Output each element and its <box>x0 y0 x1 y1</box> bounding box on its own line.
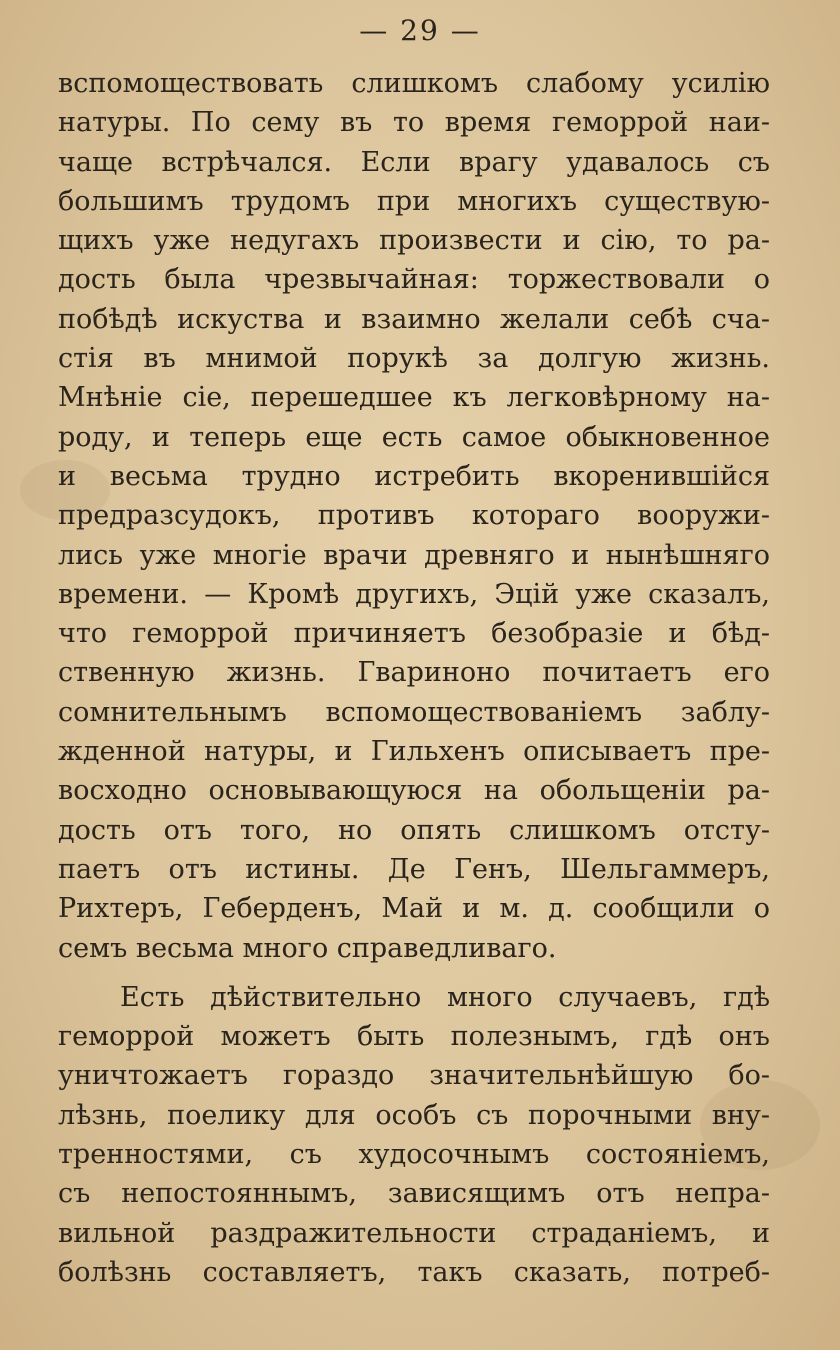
text-line: ственную жизнь. Гвариноно почитаетъ его <box>58 657 770 689</box>
text-line: дость была чрезвычайная: торжествовали о <box>58 264 770 296</box>
text-line: лѣзнь, поелику для особъ съ порочными вну- <box>58 1099 770 1131</box>
text-line: вильной раздражительности страданіемъ, и <box>58 1217 770 1249</box>
text-line: тренностями, съ худосочнымъ состояніемъ, <box>58 1139 770 1171</box>
text-line: уничтожаетъ гораздо значительнѣйшую бо- <box>58 1060 770 1092</box>
text-line: большимъ трудомъ при многихъ существую- <box>58 185 770 217</box>
text-line: Мнѣніе сіе, перешедшее къ легковѣрному на- <box>58 382 770 414</box>
text-line: вспомоществовать слишкомъ слабому усилію <box>58 68 770 99</box>
text-line: болѣзнь составляетъ, такъ сказать, потреб- <box>58 1256 770 1288</box>
text-line: лись уже многіе врачи древняго и нынѣшняго <box>58 539 770 571</box>
text-line: натуры. По сему въ то время геморрой наи- <box>58 107 770 139</box>
text-line: Есть дѣйствительно много случаевъ, гдѣ <box>120 981 770 1013</box>
text-line: времени. — Кромѣ другихъ, Эцій уже сказалъ, <box>58 578 770 610</box>
text-line: побѣдѣ искуства и взаимно желали себѣ сча- <box>58 303 770 335</box>
text-line: сомнительнымъ вспомоществованіемъ заблу- <box>58 696 770 728</box>
text-line: роду, и теперь еще есть самое обыкновенное <box>58 421 770 453</box>
text-line: жденной натуры, и Гильхенъ описываетъ пре- <box>58 736 770 768</box>
text-line: что геморрой причиняетъ безобразіе и бѣд- <box>58 618 770 650</box>
body-text <box>58 64 770 1292</box>
text-line: Рихтеръ, Геберденъ, Май и м. д. сообщили о <box>58 893 770 925</box>
text-line: паетъ отъ истины. Де Генъ, Шельгаммеръ, <box>58 853 770 885</box>
text-line: геморрой можетъ быть полезнымъ, гдѣ онъ <box>58 1021 770 1053</box>
text-line: стія въ мнимой порукѣ за долгую жизнь. <box>58 343 770 375</box>
text-line: семъ весьма много справедливаго. <box>58 932 557 964</box>
text-line: восходно основывающуюся на обольщеніи ра- <box>58 775 770 807</box>
text-line: щихъ уже недугахъ произвести и сію, то ра- <box>58 225 770 257</box>
text-line: чаще встрѣчался. Если врагу удавалось съ <box>58 146 770 178</box>
text-line: и весьма трудно истребить вкоренившійся <box>58 460 770 492</box>
text-line: предразсудокъ, противъ котораго вооружи- <box>58 500 770 532</box>
text-line: дость отъ того, но опять слишкомъ отсту- <box>58 814 770 846</box>
paragraph-break <box>58 968 770 978</box>
page-number: — 29 — <box>359 14 481 47</box>
text-line: съ непостояннымъ, зависящимъ отъ непра- <box>58 1178 770 1210</box>
